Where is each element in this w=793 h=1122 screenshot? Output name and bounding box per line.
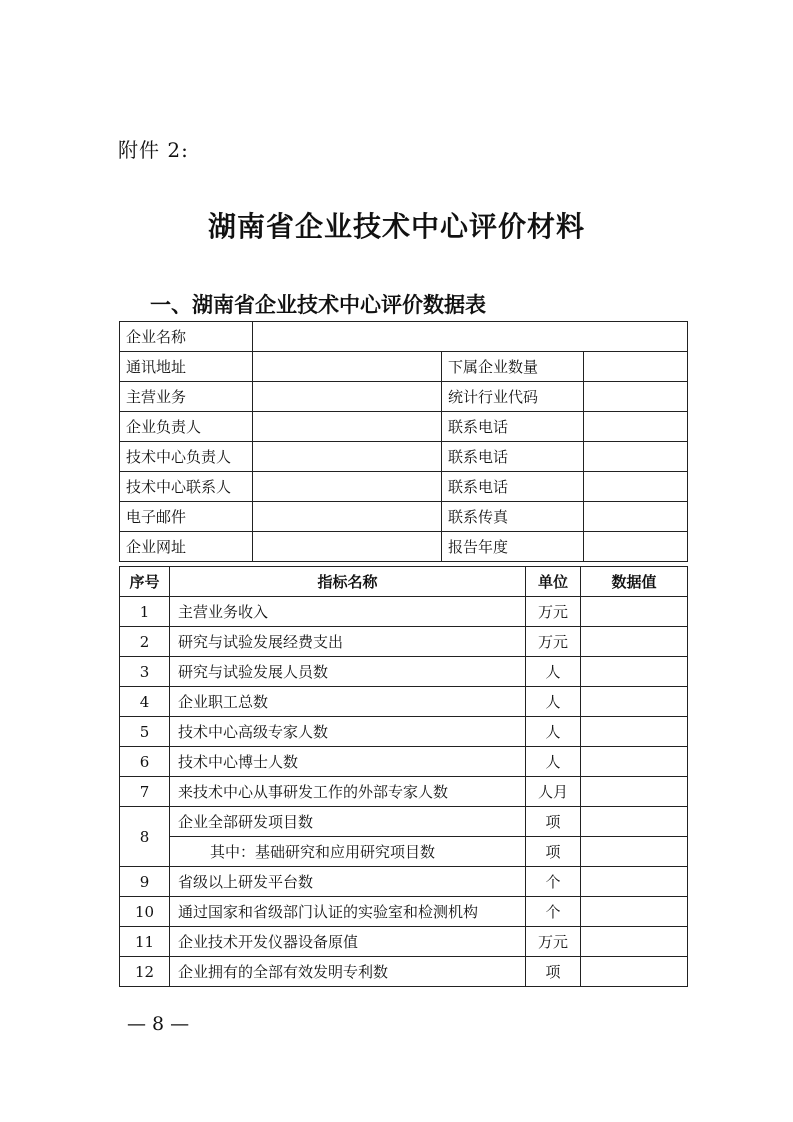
page-number: — 8 — xyxy=(127,1013,190,1035)
metric-row xyxy=(120,717,688,747)
metric-unit: 项 xyxy=(526,807,581,837)
metric-no: 5 xyxy=(120,717,170,747)
metric-no: 8 xyxy=(120,807,170,867)
info-row xyxy=(120,322,688,352)
metric-unit: 个 xyxy=(526,867,581,897)
section-heading: 一、湖南省企业技术中心评价数据表 xyxy=(150,293,486,317)
info-value[interactable] xyxy=(253,352,442,382)
metric-name: 技术中心高级专家人数 xyxy=(170,717,526,747)
metric-row xyxy=(120,777,688,807)
metric-row xyxy=(120,597,688,627)
metric-no: 1 xyxy=(120,597,170,627)
metric-row xyxy=(120,867,688,897)
metric-value[interactable] xyxy=(581,627,688,657)
info-value-secondary[interactable] xyxy=(584,502,688,532)
info-value[interactable] xyxy=(253,472,442,502)
metric-no: 6 xyxy=(120,747,170,777)
info-label: 主营业务 xyxy=(120,382,253,412)
metric-row xyxy=(120,897,688,927)
header-data-value: 数据值 xyxy=(581,567,688,597)
metric-unit: 个 xyxy=(526,897,581,927)
metric-no: 3 xyxy=(120,657,170,687)
metric-name: 主营业务收入 xyxy=(170,597,526,627)
info-value[interactable] xyxy=(253,382,442,412)
info-value-secondary[interactable] xyxy=(584,352,688,382)
info-label-secondary: 统计行业代码 xyxy=(442,382,584,412)
info-value-secondary[interactable] xyxy=(584,442,688,472)
info-value-secondary[interactable] xyxy=(584,472,688,502)
info-label-secondary: 联系电话 xyxy=(442,412,584,442)
info-label: 技术中心联系人 xyxy=(120,472,253,502)
metric-sub-unit: 项 xyxy=(526,837,581,867)
metric-row xyxy=(120,927,688,957)
metric-unit: 人 xyxy=(526,717,581,747)
info-value-secondary[interactable] xyxy=(584,382,688,412)
document-title: 湖南省企业技术中心评价材料 xyxy=(207,210,585,243)
metric-row xyxy=(120,657,688,687)
metric-value[interactable] xyxy=(581,597,688,627)
info-label: 企业负责人 xyxy=(120,412,253,442)
info-label: 通讯地址 xyxy=(120,352,253,382)
info-label: 企业名称 xyxy=(120,322,253,352)
metric-no: 10 xyxy=(120,897,170,927)
info-label-secondary: 报告年度 xyxy=(442,532,584,562)
metric-no: 11 xyxy=(120,927,170,957)
metric-row xyxy=(120,627,688,657)
info-row xyxy=(120,412,688,442)
info-value[interactable] xyxy=(253,412,442,442)
metric-name: 企业拥有的全部有效发明专利数 xyxy=(170,957,526,987)
evaluation-metrics-table xyxy=(119,566,688,987)
metrics-header-row xyxy=(120,567,688,597)
metric-value[interactable] xyxy=(581,747,688,777)
metric-name: 企业全部研发项目数 xyxy=(170,807,526,837)
metric-value[interactable] xyxy=(581,777,688,807)
metric-no: 12 xyxy=(120,957,170,987)
info-row xyxy=(120,352,688,382)
metric-value[interactable] xyxy=(581,957,688,987)
info-value[interactable] xyxy=(253,322,688,352)
metric-no: 9 xyxy=(120,867,170,897)
metric-name: 来技术中心从事研发工作的外部专家人数 xyxy=(170,777,526,807)
info-label-secondary: 联系电话 xyxy=(442,472,584,502)
metric-unit: 人 xyxy=(526,747,581,777)
info-row xyxy=(120,502,688,532)
metric-row xyxy=(120,687,688,717)
info-label: 电子邮件 xyxy=(120,502,253,532)
metric-unit: 万元 xyxy=(526,927,581,957)
metric-value[interactable] xyxy=(581,687,688,717)
info-value-secondary[interactable] xyxy=(584,532,688,562)
info-value[interactable] xyxy=(253,502,442,532)
metric-value[interactable] xyxy=(581,867,688,897)
metric-subrow xyxy=(120,837,688,867)
metric-name: 通过国家和省级部门认证的实验室和检测机构 xyxy=(170,897,526,927)
metric-name: 企业技术开发仪器设备原值 xyxy=(170,927,526,957)
metric-value[interactable] xyxy=(581,807,688,837)
info-row xyxy=(120,532,688,562)
metric-sub-name: 其中：基础研究和应用研究项目数 xyxy=(170,837,526,867)
info-value[interactable] xyxy=(253,532,442,562)
info-row xyxy=(120,472,688,502)
info-value[interactable] xyxy=(253,442,442,472)
header-indicator-name: 指标名称 xyxy=(170,567,526,597)
metric-value[interactable] xyxy=(581,927,688,957)
info-label: 技术中心负责人 xyxy=(120,442,253,472)
info-label-secondary: 联系电话 xyxy=(442,442,584,472)
metric-name: 企业职工总数 xyxy=(170,687,526,717)
metric-no: 2 xyxy=(120,627,170,657)
metric-unit: 项 xyxy=(526,957,581,987)
info-row xyxy=(120,382,688,412)
metric-no: 4 xyxy=(120,687,170,717)
metric-sub-value[interactable] xyxy=(581,837,688,867)
metric-name: 研究与试验发展人员数 xyxy=(170,657,526,687)
header-unit: 单位 xyxy=(526,567,581,597)
metric-row xyxy=(120,807,688,837)
metric-name: 研究与试验发展经费支出 xyxy=(170,627,526,657)
metric-row xyxy=(120,747,688,777)
metric-name: 省级以上研发平台数 xyxy=(170,867,526,897)
metric-no: 7 xyxy=(120,777,170,807)
attachment-label: 附件 2: xyxy=(118,138,189,162)
metric-value[interactable] xyxy=(581,657,688,687)
metric-unit: 人 xyxy=(526,687,581,717)
metric-unit: 人月 xyxy=(526,777,581,807)
metric-unit: 万元 xyxy=(526,627,581,657)
metric-value[interactable] xyxy=(581,897,688,927)
metric-value[interactable] xyxy=(581,717,688,747)
info-label: 企业网址 xyxy=(120,532,253,562)
info-label-secondary: 联系传真 xyxy=(442,502,584,532)
header-no: 序号 xyxy=(120,567,170,597)
info-label-secondary: 下属企业数量 xyxy=(442,352,584,382)
enterprise-info-table xyxy=(119,321,688,562)
info-value-secondary[interactable] xyxy=(584,412,688,442)
metric-unit: 万元 xyxy=(526,597,581,627)
metric-row xyxy=(120,957,688,987)
metric-name: 技术中心博士人数 xyxy=(170,747,526,777)
info-row xyxy=(120,442,688,472)
metric-unit: 人 xyxy=(526,657,581,687)
